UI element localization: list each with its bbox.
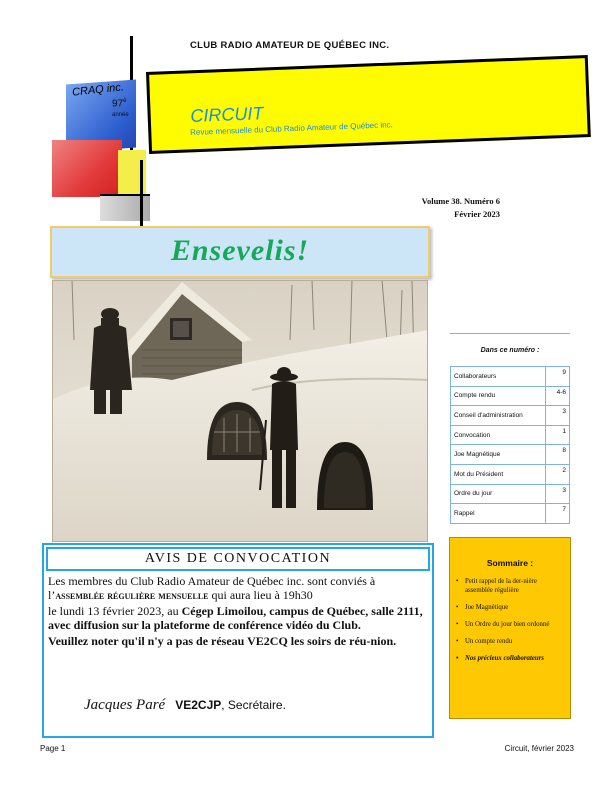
club-name-header: CLUB RADIO AMATEUR DE QUÉBEC INC. [190,40,390,51]
signature-callsign: VE2CJP [175,698,222,712]
avis-paragraph-2: le lundi 13 février 2023, au Cégep Limoilou, campus de Québec, salle 2111, avec diffusion sur la plateforme de conférence vidéo du Club. [48,604,423,632]
toc-row [451,425,570,445]
toc-label: Rappel [451,504,546,524]
snow-cabin-photo [52,280,428,542]
banner-title: CIRCUIT [190,103,264,126]
toc-page: 2 [546,464,570,484]
toc-row [451,464,570,484]
toc-page: 4-6 [546,386,570,406]
toc-label: Ordre du jour [451,484,546,504]
toc-page: 3 [546,406,570,426]
toc-page: 7 [546,504,570,524]
sommaire-title: Sommaire : [486,558,534,568]
signature-name: Jacques Paré [84,697,166,713]
toc-page: 1 [546,425,570,445]
toc-row [451,484,570,504]
toc-label: Compte rendu [451,386,546,406]
signature-role: , Secrétaire. [221,698,286,712]
toc-title: Dans ce numéro : [480,347,540,354]
toc-row [451,445,570,465]
avis-title: AVIS DE CONVOCATION [144,551,332,566]
issue-volume: Volume 38. Numéro 6 [421,196,500,206]
toc-rule [450,333,570,334]
sommaire-item: • Un compte rendu [456,637,566,646]
issue-date: Février 2023 [454,209,500,219]
avis-body [48,575,428,652]
logo-red-block [52,140,122,197]
toc-page: 9 [546,367,570,387]
footer-page-number: Page 1 [40,744,66,753]
sommaire-item: • Petit rappel de la der-nière assemblée régulière [456,577,566,595]
toc-row [451,406,570,426]
logo-craq-text: CRAQ inc. [71,81,125,99]
toc-row [451,386,570,406]
avis-paragraph-3: Veuillez noter qu'il n'y a pas de réseau VE2CQ les soirs de réu-nion. [48,634,397,649]
logo-year-word: année [112,112,129,118]
avis-signature [84,697,286,714]
avis-assembly-type: assemblée régulière mensuelle [55,587,209,602]
toc-label: Conseil d'administration [451,406,546,426]
footer-publication: Circuit, février 2023 [504,744,574,753]
banner-subtitle: Revue mensuelle du Club Radio Amateur de Québec inc. [190,120,393,137]
sommaire-list [456,577,566,671]
sommaire-item: • Joe Magnétique [456,603,566,612]
toc-label: Collaborateurs [451,367,546,387]
toc-label: Joe Magnétique [451,445,546,465]
logo-year-number: $97^è$ [112,98,127,110]
avis-location: Cégep Limoilou, campus de Québec, salle 2111, avec diffusion sur la plateforme de conférence vidéo du Club. [48,604,423,632]
toc-table [450,366,570,524]
toc-page: 3 [546,484,570,504]
toc-row [451,504,570,524]
toc-label: Mot du Président [451,464,546,484]
avis-paragraph-1: Les membres du Club Radio Amateur de Québec inc. sont conviés à l’assemblée régulière mensuelle qui aura lieu à 19h30 [48,574,376,602]
toc-label: Convocation [451,425,546,445]
sommaire-item: • Nos précieux collaborateurs [456,654,566,663]
headline: Ensevelis! [170,234,310,267]
toc-page: 8 [546,445,570,465]
sommaire-item: • Un Ordre du jour bien ordonné [456,620,566,629]
toc-row [451,367,570,387]
